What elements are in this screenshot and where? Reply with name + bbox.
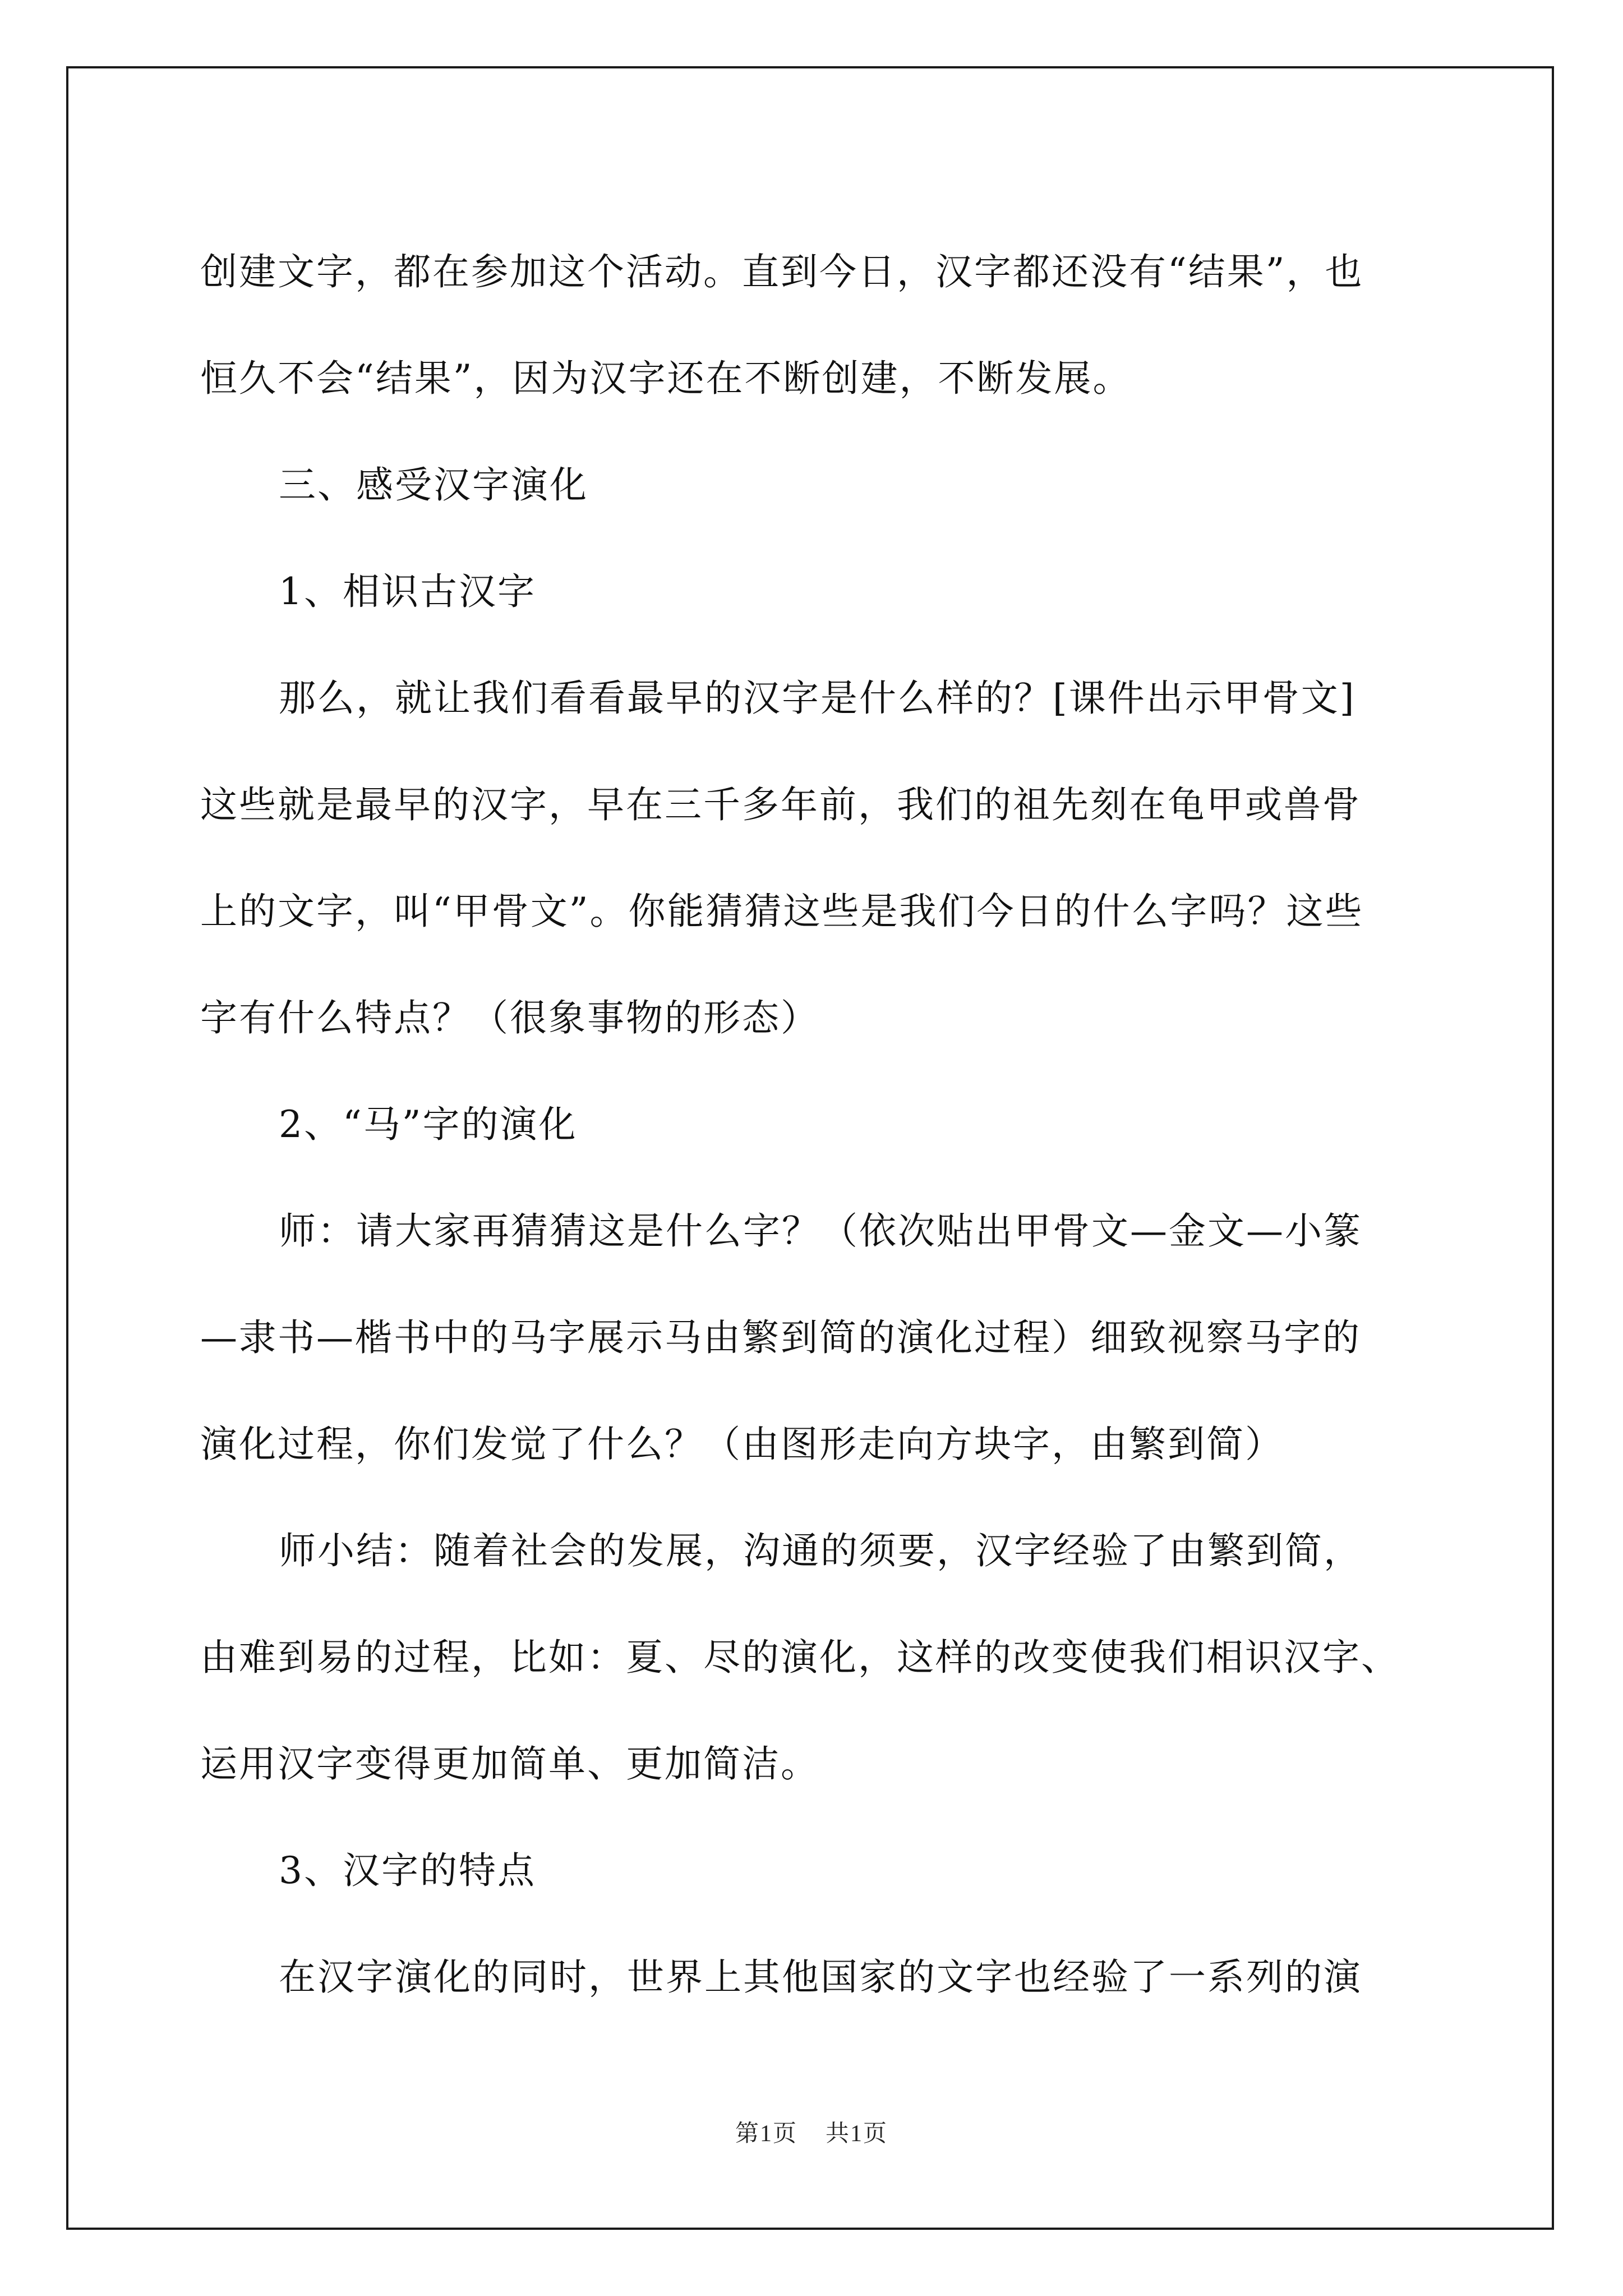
- body-line: 字有什么特点？（很象事物的形态）: [200, 996, 819, 1039]
- body-line: 由难到易的过程，比如：夏、尽的演化，这样的改变使我们相识汉字、: [200, 1636, 1400, 1679]
- body-line: 这些就是最早的汉字，早在三千多年前，我们的祖先刻在龟甲或兽骨: [200, 783, 1361, 826]
- document-body: [200, 219, 1434, 2031]
- page-footer: [0, 2115, 1623, 2148]
- body-line: —隶书—楷书中的马字展示马由繁到简的演化过程）细致视察马字的: [200, 1316, 1361, 1359]
- body-line: 恒久不会“结果”，因为汉字还在不断创建，不断发展。: [200, 357, 1132, 400]
- page-number: 第1页: [735, 2121, 797, 2147]
- page-total: 共1页: [826, 2121, 888, 2147]
- body-line: 那么，就让我们看看最早的汉字是什么样的？[课件出示甲骨文]: [279, 677, 1356, 720]
- body-line: 在汉字演化的同时，世界上其他国家的文字也经验了一系列的演: [279, 1955, 1362, 1999]
- subsection-heading: 2、“马”字的演化: [279, 1103, 578, 1146]
- body-line: 演化过程，你们发觉了什么？（由图形走向方块字，由繁到简）: [200, 1423, 1284, 1466]
- body-line: 师：请大家再猜猜这是什么字？（依次贴出甲骨文—金文—小篆: [279, 1209, 1362, 1253]
- subsection-heading: 3、汉字的特点: [279, 1849, 536, 1892]
- section-heading: 三、感受汉字演化: [279, 463, 588, 507]
- body-line: 师小结：随着社会的发展，沟通的须要，汉字经验了由繁到简，: [279, 1529, 1362, 1572]
- body-line: 上的文字，叫“甲骨文”。你能猜猜这些是我们今日的什么字吗？这些: [200, 890, 1364, 933]
- body-line: 创建文字，都在参加这个活动。直到今日，汉字都还没有“结果”，也: [200, 250, 1364, 293]
- body-line: 运用汉字变得更加简单、更加简洁。: [200, 1742, 819, 1786]
- subsection-heading: 1、相识古汉字: [279, 570, 536, 613]
